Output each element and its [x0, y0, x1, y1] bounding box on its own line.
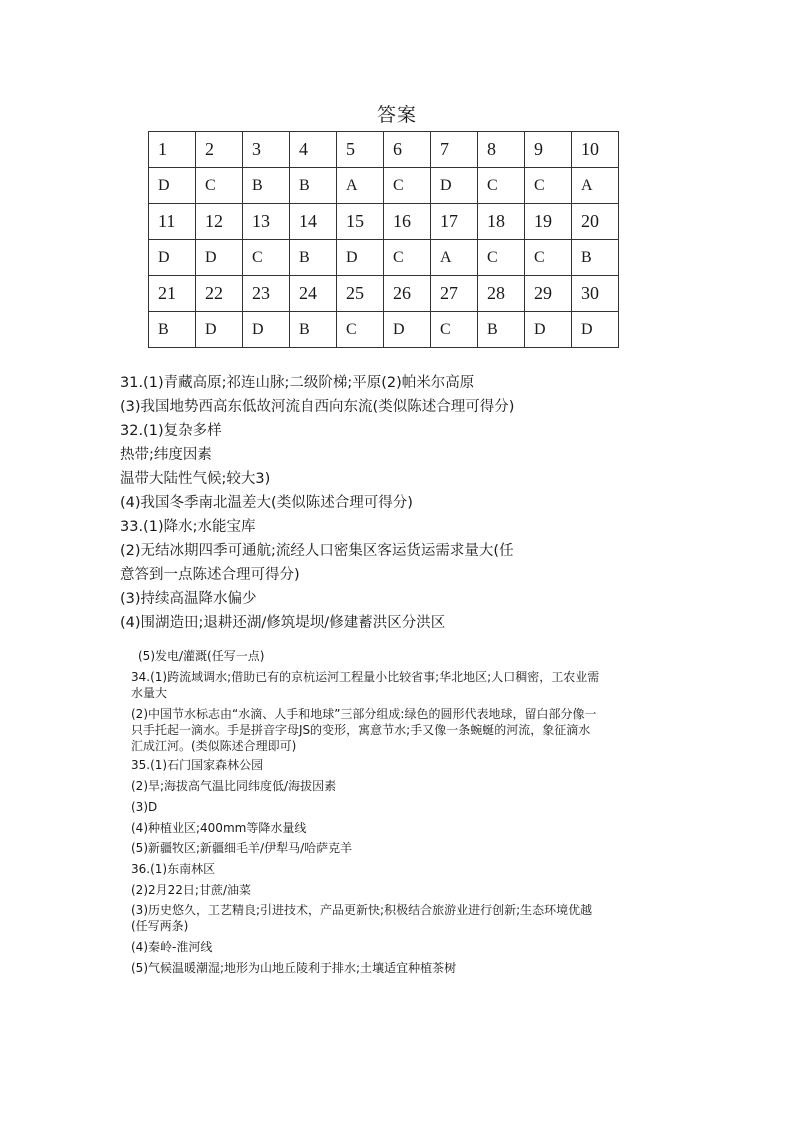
question-number-cell: 15 [337, 204, 384, 240]
question-number-cell: 16 [384, 204, 431, 240]
question-number-cell: 12 [196, 204, 243, 240]
question-number-cell: 21 [149, 276, 196, 312]
answer-cell: C [337, 312, 384, 348]
table-row [149, 276, 619, 312]
answer-line: (4)种植业区;400mm等降水量线 [131, 821, 307, 835]
question-number-cell: 11 [149, 204, 196, 240]
answer-line: (4)我国冬季南北温差大(类似陈述合理可得分) [120, 495, 413, 511]
answer-cell: A [337, 168, 384, 204]
answer-line: 33.(1)降水;水能宝库 [120, 519, 256, 535]
question-number-cell: 17 [431, 204, 478, 240]
question-number-cell: 10 [572, 132, 619, 168]
answer-cell: D [572, 312, 619, 348]
question-number-cell: 5 [337, 132, 384, 168]
answer-cell: A [431, 240, 478, 276]
answer-line: 36.(1)东南林区 [131, 862, 216, 876]
answer-line: (3)D [131, 800, 158, 814]
question-number-cell: 19 [525, 204, 572, 240]
answer-cell: C [384, 240, 431, 276]
answer-cell: D [431, 168, 478, 204]
question-number-cell: 18 [478, 204, 525, 240]
question-number-cell: 9 [525, 132, 572, 168]
answer-cell: B [478, 312, 525, 348]
question-number-cell: 24 [290, 276, 337, 312]
answer-line: 34.(1)跨流域调水;借助已有的京杭运河工程量小比较省事;华北地区;人口稠密，工农业需水量大 [131, 670, 600, 700]
answer-cell: C [525, 168, 572, 204]
question-number-cell: 14 [290, 204, 337, 240]
answer-cell: B [149, 312, 196, 348]
answer-line: (3)持续高温降水偏少 [120, 591, 257, 607]
question-number-cell: 4 [290, 132, 337, 168]
question-number-cell: 23 [243, 276, 290, 312]
answer-cell: C [431, 312, 478, 348]
answer-cell: C [478, 240, 525, 276]
answer-line: (2)2月22日;甘蔗/油菜 [131, 883, 251, 897]
question-number-cell: 3 [243, 132, 290, 168]
answer-line: 意答到一点陈述合理可得分) [120, 567, 300, 583]
table-row [149, 168, 619, 204]
answer-cell: D [196, 240, 243, 276]
answer-cell: D [243, 312, 290, 348]
answer-table [148, 131, 619, 348]
answer-line: (3)历史悠久，工艺精良;引进技术，产品更新快;积极结合旅游业进行创新;生态环境优越(任写两条) [131, 903, 593, 933]
answer-cell: B [290, 312, 337, 348]
question-number-cell: 6 [384, 132, 431, 168]
table-row [149, 240, 619, 276]
answer-cell: A [572, 168, 619, 204]
answer-cell: C [525, 240, 572, 276]
question-number-cell: 27 [431, 276, 478, 312]
question-number-cell: 28 [478, 276, 525, 312]
question-number-cell: 30 [572, 276, 619, 312]
answer-line: 35.(1)石门国家森林公园 [131, 758, 264, 772]
answer-cell: D [384, 312, 431, 348]
answer-cell: D [149, 240, 196, 276]
answer-cell: C [384, 168, 431, 204]
answer-line: 31.(1)青藏高原;祁连山脉;二级阶梯;平原(2)帕米尔高原 [120, 375, 475, 391]
answer-cell: D [525, 312, 572, 348]
answer-line: (5)发电/灌溉(任写一点) [138, 649, 265, 663]
answer-line: (4)秦岭-淮河线 [131, 940, 213, 954]
table-row [149, 204, 619, 240]
question-number-cell: 20 [572, 204, 619, 240]
answer-line: (2)中国节水标志由“水滴、人手和地球”三部分组成:绿色的圆形代表地球，留白部分像一只手托起一滴水。手是拼音字母JS的变形，寓意节水;手又像一条蜿蜒的河流，象征滴水汇成江河。(类似陈述合理即可) [131, 707, 597, 753]
question-number-cell: 7 [431, 132, 478, 168]
answer-line: (5)气候温暖潮湿;地形为山地丘陵利于排水;土壤适宜种植茶树 [131, 961, 457, 975]
answer-cell: B [290, 240, 337, 276]
answer-line: (2)旱;海拔高气温比同纬度低/海拔因素 [131, 779, 337, 793]
table-row [149, 312, 619, 348]
page-title: 答案 [376, 104, 417, 126]
question-number-cell: 2 [196, 132, 243, 168]
table-row [149, 132, 619, 168]
question-number-cell: 29 [525, 276, 572, 312]
question-number-cell: 22 [196, 276, 243, 312]
answer-line: 热带;纬度因素 [120, 447, 212, 463]
answer-line: 32.(1)复杂多样 [120, 423, 222, 439]
question-number-cell: 26 [384, 276, 431, 312]
answer-cell: B [243, 168, 290, 204]
answer-cell: D [337, 240, 384, 276]
answer-line: (2)无结冰期四季可通航;流经人口密集区客运货运需求量大(任 [120, 543, 514, 559]
answer-cell: D [149, 168, 196, 204]
answer-cell: C [478, 168, 525, 204]
answer-line: (3)我国地势西高东低故河流自西向东流(类似陈述合理可得分) [120, 399, 515, 415]
answer-line: (4)围湖造田;退耕还湖/修筑堤坝/修建蓄洪区分洪区 [120, 615, 446, 631]
question-number-cell: 13 [243, 204, 290, 240]
question-number-cell: 25 [337, 276, 384, 312]
answer-cell: B [572, 240, 619, 276]
question-number-cell: 8 [478, 132, 525, 168]
answer-cell: D [196, 312, 243, 348]
answer-cell: C [243, 240, 290, 276]
question-number-cell: 1 [149, 132, 196, 168]
answer-cell: B [290, 168, 337, 204]
answer-cell: C [196, 168, 243, 204]
answer-line: 温带大陆性气候;较大3) [120, 471, 271, 487]
answer-line: (5)新疆牧区;新疆细毛羊/伊犁马/哈萨克羊 [131, 841, 353, 855]
